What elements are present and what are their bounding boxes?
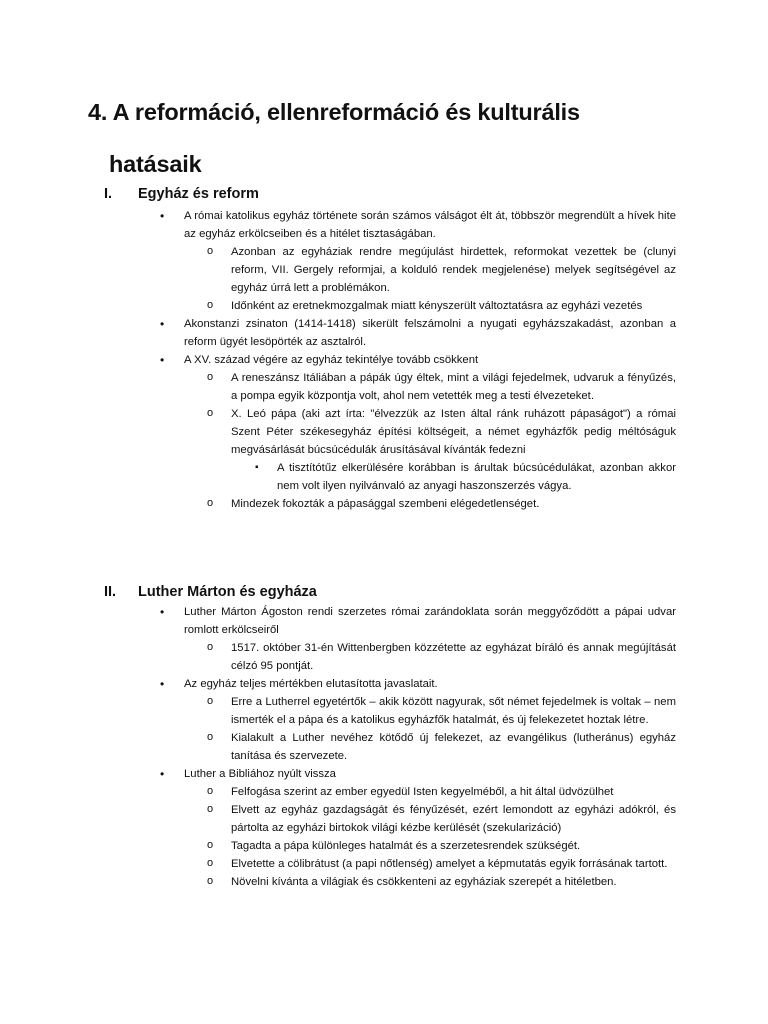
sub-bullet-item: o Időnként az eretnekmozgalmak miatt kényszerült változtatásra az egyházi vezetés [231,297,676,315]
sub-bullet-item: o Növelni kívánta a világiak és csökkenteni az egyháziak szerepét a hitéletben. [231,873,676,891]
section-heading [104,185,259,203]
section-body [0,207,768,513]
section-heading [104,583,317,601]
sub-bullet-item: o Mindezek fokozták a pápasággal szembeni elégedetlenséget. [231,495,676,513]
section-title: Luther Márton és egyháza [138,584,317,600]
sub-bullet-item: o Felfogása szerint az ember egyedül Isten kegyelméből, a hit által üdvözülhet [231,783,676,801]
page-title [88,86,688,190]
sub-bullet-item: o A reneszánsz Itáliában a pápák úgy éltek, mint a világi fejedelmek, udvaruk a fényűzés, a pompa egyik központja volt, ahol nem vetették meg a testi élvezeteket. [231,369,676,405]
sub-bullet-item: o Elvetette a cölibrátust (a papi nőtlenség) amelyet a képmutatás egyik forrásának tartott. [231,855,676,873]
section-title: Egyház és reform [138,186,259,202]
sub-sub-bullet-item: ▪ A tisztítótűz elkerülésére korábban is árultak búcsúcédulákat, azonban akkor nem volt ilyen nyilvánvaló az anyagi haszonszerzés vágya. [277,459,676,495]
title-line-1: 4. A reformáció, ellenreformáció és kulturális [88,99,580,125]
bullet-item: • A római katolikus egyház története során számos válságot élt át, többször megrendült a hívek hite az egyház erkölcseiben és a hitélet tisztaságában. [184,207,676,243]
sub-bullet-item: o X. Leó pápa (aki azt írta: "élvezzük az Isten által ránk ruházott pápaságot") a római Szent Péter székesegyház építési költségeit, a német egyházfők pedig méltóságuk megvásárlását búcsúcédulák árusításával kívánták fedezni [231,405,676,459]
bullet-item: • Luther a Bibliához nyúlt vissza [184,765,676,783]
sub-bullet-item: o Elvett az egyház gazdagságát és fényűzését, ezért lemondott az egyházi adókról, és pártolta az egyházi birtokok világi kézbe kerülését (szekularizáció) [231,801,676,837]
section-number: II. [104,584,117,600]
bullet-item: • Luther Márton Ágoston rendi szerzetes római zarándoklata során meggyőződött a pápai udvar romlott erkölcseiről [184,603,676,639]
section-number: I. [104,186,113,202]
bullet-item: • Akonstanzi zsinaton (1414-1418) sikerült felszámolni a nyugati egyházszakadást, azonban a reform ügyét lesöpörték az asztalról. [184,315,676,351]
bullet-item: • Az egyház teljes mértékben elutasította javaslatait. [184,675,676,693]
sub-bullet-item: o Erre a Lutherrel egyetértők – akik között nagyurak, sőt német fejedelmek is voltak – nem ismerték el a pápa és a katolikus egyházfők hatalmát, és új felekezetet hoztak létre. [231,693,676,729]
sub-bullet-item: o Azonban az egyháziak rendre megújulást hirdettek, reformokat vezettek be (clunyi reform, VII. Gergely reformjai, a kolduló rendek megjelenése) melyek segítségével az egyház úrrá lett a problémákon. [231,243,676,297]
sub-bullet-item: o Kialakult a Luther nevéhez kötődő új felekezet, az evangélikus (lutheránus) egyház tanítása és szervezete. [231,729,676,765]
section-body [0,603,768,891]
sub-bullet-item: o Tagadta a pápa különleges hatalmát és a szerzetesrendek szükségét. [231,837,676,855]
bullet-item: • A XV. század végére az egyház tekintélye tovább csökkent [184,351,676,369]
sub-bullet-item: o 1517. október 31-én Wittenbergben közzétette az egyházat bíráló és annak megújítását célzó 95 pontját. [231,639,676,675]
title-line-2: hatásaik [109,151,202,177]
